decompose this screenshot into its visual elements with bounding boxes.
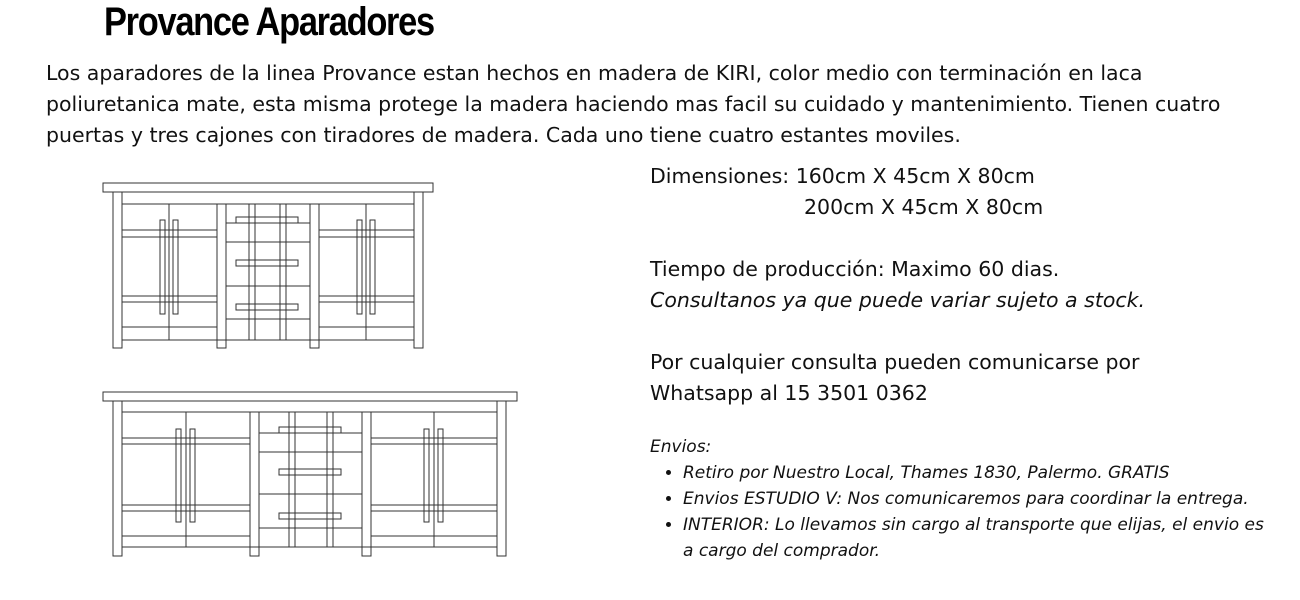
page-title: Provance Aparadores — [104, 0, 434, 44]
shipping-list — [650, 460, 1273, 564]
dimensions-label: Dimensiones: — [650, 164, 790, 188]
sideboard-200-drawing — [103, 392, 517, 556]
sideboard-160-drawing — [103, 183, 433, 348]
contact-text: Por cualquier consulta pueden comunicarse por — [650, 350, 1140, 374]
list-item: • INTERIOR: Lo llevamos sin cargo al transporte que elijas, el envio es a cargo del comprador. — [683, 512, 1273, 564]
dimension-value: 160cm X 45cm X 80cm — [795, 164, 1035, 188]
shipping-label: Envios: — [650, 437, 712, 457]
whatsapp-contact: Whatsapp al 15 3501 0362 — [650, 381, 928, 405]
list-item: • Retiro por Nuestro Local, Thames 1830, Palermo. GRATIS — [683, 460, 1273, 486]
dimensions-line-1 — [650, 161, 1270, 192]
production-time: Tiempo de producción: Maximo 60 dias. — [650, 257, 1060, 281]
sideboard-drawings — [0, 0, 560, 600]
list-item: • Envios ESTUDIO V: Nos comunicaremos para coordinar la entrega. — [683, 486, 1273, 512]
product-info — [650, 161, 1270, 409]
dimension-value: 200cm X 45cm X 80cm — [804, 195, 1044, 219]
stock-note: Consultanos ya que puede variar sujeto a stock. — [650, 288, 1146, 312]
product-description: Los aparadores de la linea Provance estan hechos en madera de KIRI, color medio con terminación en laca poliuretanica mate, esta misma protege la madera haciendo mas facil su cuidado y mantenimiento. Tienen cuatro puertas y tres cajones con tiradores de madera. Cada uno tiene cuatro estantes moviles. — [46, 61, 1221, 147]
